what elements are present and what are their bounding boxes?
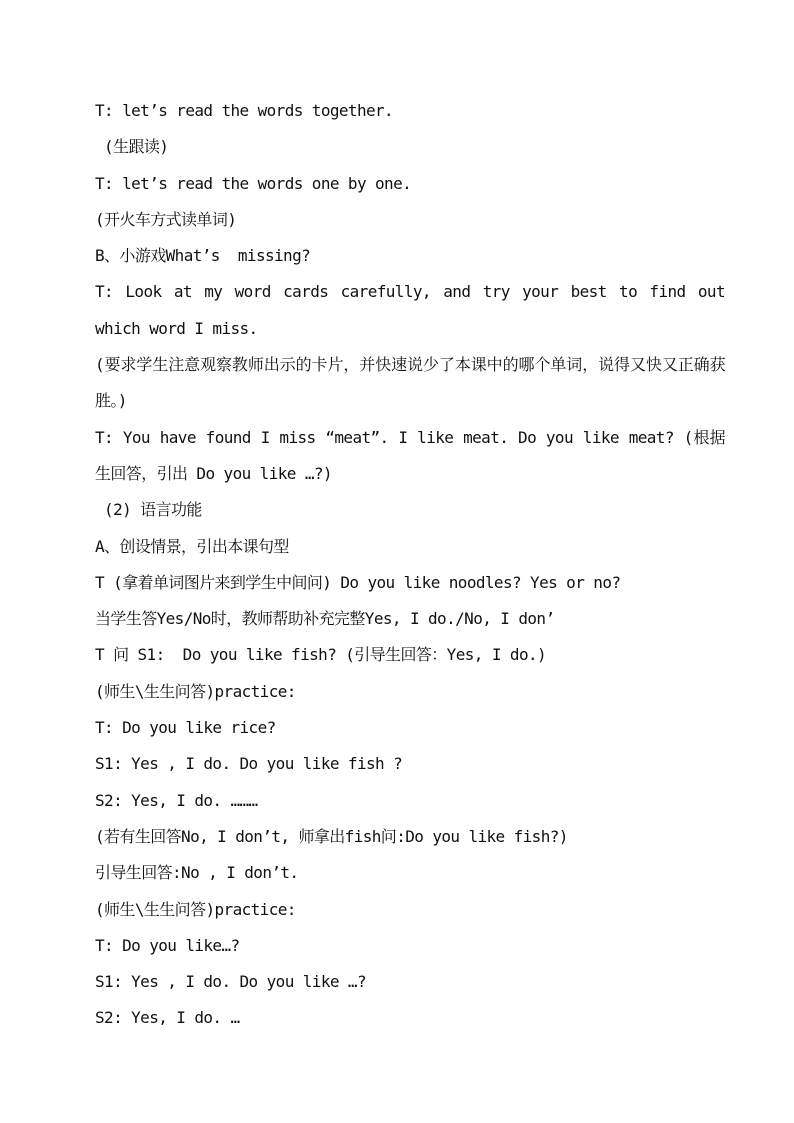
text-line: T: let’s read the words one by one.: [95, 173, 412, 193]
text-line: T: Do you like…?: [95, 935, 240, 955]
text-line: S1: Yes , I do. Do you like …?: [95, 972, 366, 992]
text-line: T 问 S1: Do you like fish? (引导生回答：Yes, I do.): [95, 645, 547, 665]
text-line: 引导生回答:No , I don’t.: [95, 863, 299, 883]
text-line: T (拿着单词图片来到学生中间问) Do you like noodles? Yes or no?: [95, 572, 621, 592]
text-line: S2: Yes, I do. …: [95, 1008, 240, 1028]
text-line: (开火车方式读单词): [95, 209, 237, 229]
text-line: S1: Yes , I do. Do you like fish ?: [95, 754, 403, 774]
document-body: [95, 93, 725, 1037]
text-line: A、创设情景，引出本课句型: [95, 536, 289, 556]
text-line: (要求学生注意观察教师出示的卡片，并快速说少了本课中的哪个单词，说得又快又正确获胜。): [95, 355, 725, 411]
text-line: S2: Yes, I do. ………: [95, 790, 258, 810]
text-line: 当学生答Yes/No时，教师帮助补充完整Yes, I do./No, I don’: [95, 609, 555, 629]
text-line: T: Look at my word cards carefully, and try your best to find out which word I miss.: [95, 282, 725, 338]
text-line: (师生\生生问答)practice:: [95, 681, 296, 701]
text-line: T: let’s read the words together.: [95, 101, 394, 120]
text-line: T: You have found I miss “meat”. I like meat. Do you like meat? (根据生回答，引出 Do you like …?): [95, 427, 725, 483]
text-line: (师生\生生问答)practice:: [95, 899, 296, 919]
text-line: B、小游戏What’s missing?: [95, 246, 311, 266]
text-line: (生跟读): [95, 137, 169, 157]
text-line: T: Do you like rice?: [95, 718, 276, 738]
text-line: (2) 语言功能: [95, 500, 202, 520]
text-line: (若有生回答No, I don’t, 师拿出fish问:Do you like fish?): [95, 826, 568, 846]
